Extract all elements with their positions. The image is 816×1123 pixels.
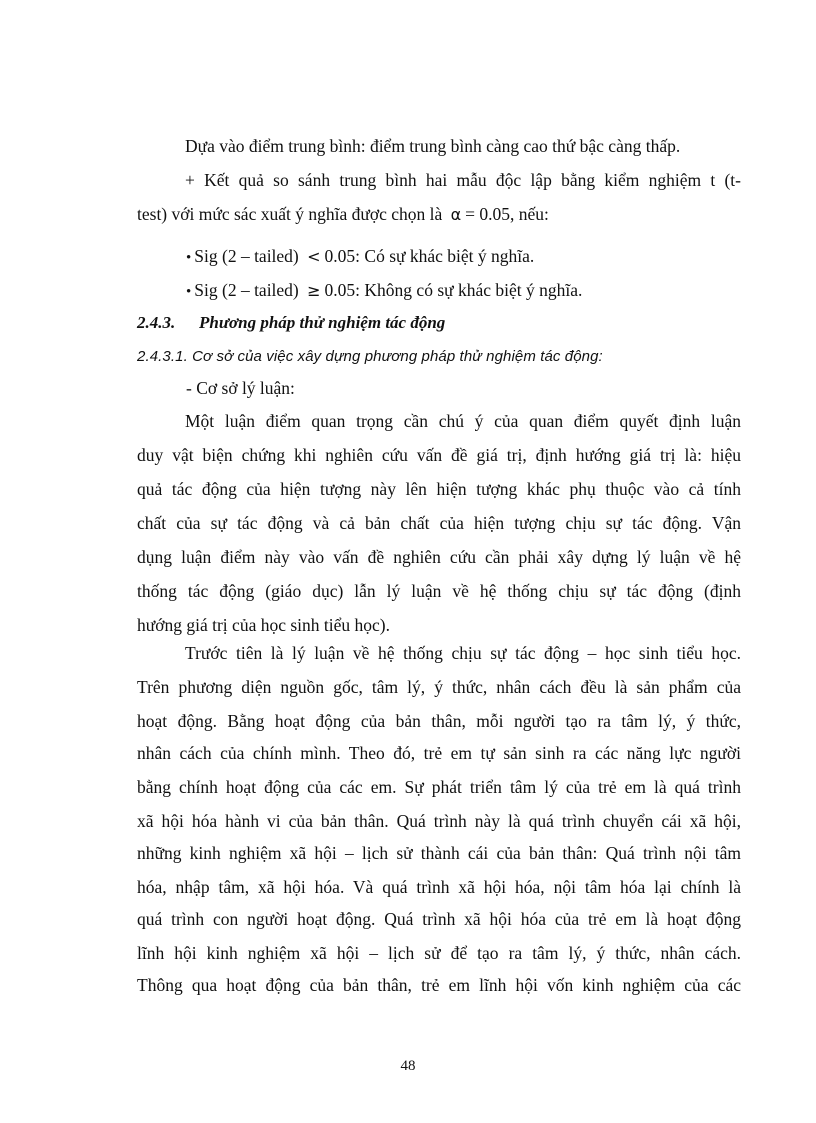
bullet-icon: • <box>186 250 192 266</box>
alpha-symbol: α <box>450 205 462 224</box>
para2-line: bằng chính hoạt động của các em. Sự phát triển tâm lý của trẻ em là quá trình <box>137 777 741 797</box>
significance-text: test) với mức sác xuất ý nghĩa được chọn là <box>137 204 443 224</box>
bullet-item-not-significant <box>186 278 582 304</box>
para2-line: lĩnh hội kinh nghiệm xã hội – lịch sử để tạo ra tâm lý, ý thức, nhân cách. <box>137 943 741 963</box>
para1-line: duy vật biện chứng khi nghiên cứu vấn đề giá trị, định hướng giá trị là: hiệu <box>137 445 741 465</box>
section-title: Phương pháp thử nghiệm tác động <box>199 313 446 332</box>
para2-line: Thông qua hoạt động của bản thân, trẻ em lĩnh hội vốn kinh nghiệm của các <box>137 975 741 995</box>
para2-line: Trên phương diện nguồn gốc, tâm lý, ý thức, nhân cách đều là sản phẩm của <box>137 677 741 697</box>
para1-line: chất của sự tác động và cả bản chất của hiện tượng chịu sự tác động. Vận <box>137 513 741 533</box>
para1-line: Một luận điểm quan trọng cần chú ý của quan điểm quyết định luận <box>185 411 741 431</box>
section-heading <box>137 311 445 335</box>
alpha-value: = 0.05, nếu: <box>465 204 549 224</box>
text-line-ttest-intro: + Kết quả so sánh trung bình hai mẫu độc lập bằng kiểm nghiệm t (t- <box>185 170 741 190</box>
text-line-significance-level <box>137 202 549 227</box>
greater-equal-symbol: ≥ <box>307 281 321 300</box>
para2-line: những kinh nghiệm xã hội – lịch sử thành cái của bản thân: Quá trình nội tâm <box>137 843 741 863</box>
section-number: 2.4.3. <box>137 313 176 332</box>
text-line-ranking: Dựa vào điểm trung bình: điểm trung bình càng cao thứ bậc càng thấp. <box>185 136 681 156</box>
page-number: 48 <box>400 1058 416 1074</box>
para1-line: quả tác động của hiện tượng này lên hiện tượng khác phụ thuộc vào cả tính <box>137 479 741 499</box>
bullet-text: 0.05: Không có sự khác biệt ý nghĩa. <box>324 280 583 300</box>
para1-line: hướng giá trị của học sinh tiểu học). <box>137 615 390 635</box>
less-than-symbol: < <box>307 247 321 266</box>
para2-line: nhân cách của chính mình. Theo đó, trẻ em tự sản sinh ra các năng lực người <box>137 743 741 763</box>
bullet-text: 0.05: Có sự khác biệt ý nghĩa. <box>324 246 535 266</box>
para2-line: hóa, nhập tâm, xã hội hóa. Và quá trình xã hội hóa, nội tâm hóa lại chính là <box>137 877 741 897</box>
para2-line: quá trình con người hoạt động. Quá trình xã hội hóa của trẻ em là hoạt động <box>137 909 741 929</box>
bullet-item-significant <box>186 244 534 270</box>
para2-line: Trước tiên là lý luận về hệ thống chịu sự tác động – học sinh tiểu học. <box>185 643 741 663</box>
para1-line: dụng luận điểm này vào vấn đề nghiên cứu cần phải xây dựng lý luận về hệ <box>137 547 741 567</box>
subsection-heading: 2.4.3.1. Cơ sở của việc xây dựng phương pháp thử nghiệm tác động: <box>137 348 603 365</box>
para2-line: hoạt động. Bằng hoạt động của bản thân, mỗi người tạo ra tâm lý, ý thức, <box>137 711 741 731</box>
para2-line: xã hội hóa hành vi của bản thân. Quá trình này là quá trình chuyển cái xã hội, <box>137 811 741 831</box>
bullet-label: Sig (2 – tailed) <box>194 246 299 266</box>
bullet-label: Sig (2 – tailed) <box>194 280 299 300</box>
para1-line: thống tác động (giáo dục) lẫn lý luận về hệ thống chịu sự tác động (định <box>137 581 741 601</box>
text-line-theory-basis: - Cơ sở lý luận: <box>186 378 295 398</box>
bullet-icon: • <box>186 284 192 300</box>
